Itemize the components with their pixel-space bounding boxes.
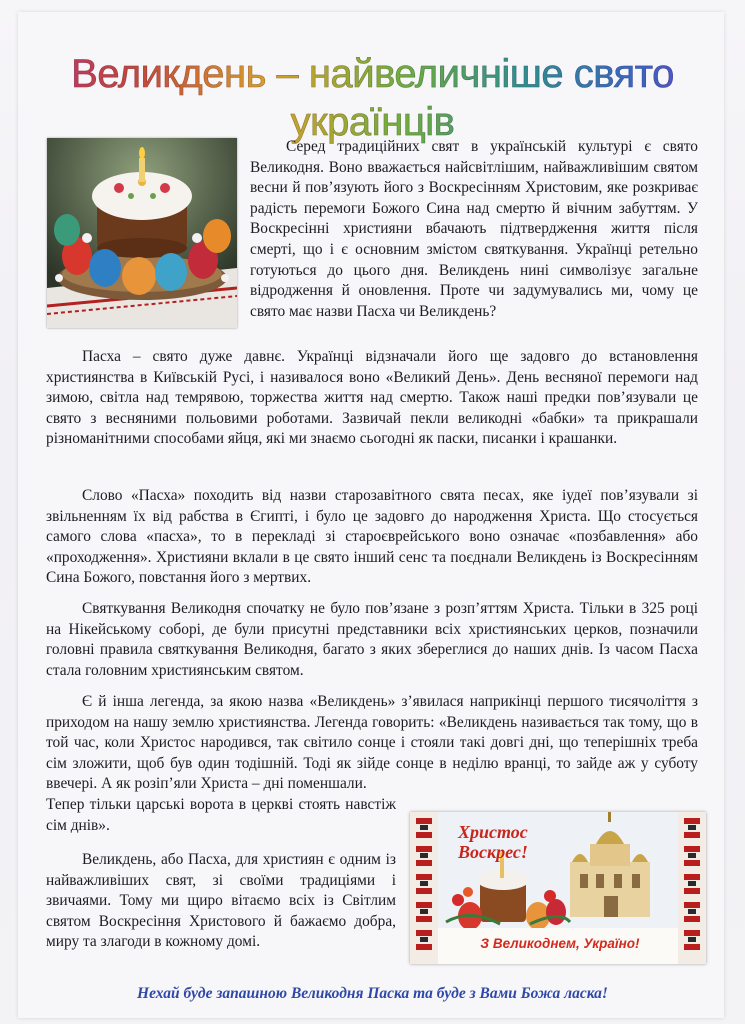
- easter-card-illustration: [410, 812, 706, 964]
- easter-basket-illustration: [47, 138, 237, 328]
- card-greeting: З Великоднем, Україно!: [480, 936, 640, 951]
- card-title: Христос Воскрес!: [458, 822, 528, 862]
- paragraph-text: Великдень, або Пасха, для християн є одним із найважливіших свят, зі своїми традиціями і звичаями. Тому ми щиро вітаємо всіх із Світлим святом Воскресіння Христового й бажаємо добра, миру та злагоди в кожному домі.: [46, 851, 396, 951]
- paragraph-text: Святкування Великодня спочатку не було пов’язане з розп’яттям Христа. Тільки в 325 році на Нікейському соборі, де були присутні представники всіх християнських церков, позначили головні правила святкування Великодня, багато з яких збереглися до наших днів. Із часом Пасха стала головним християнським святом.: [46, 600, 698, 679]
- paragraph-text: Тепер тільки царські ворота в церкві стоять навстіж сім днів».: [46, 796, 396, 834]
- page-title: Великдень – найвеличніше свято українців: [0, 50, 745, 146]
- paragraph-legend: [46, 692, 698, 795]
- paragraph-greeting: [46, 850, 396, 953]
- paragraph-intro: [250, 137, 698, 322]
- paragraph-text: Пасха – свято дуже давнє. Українці відзначали його ще задовго до встановлення християнства в Київській Русі, і називалося воно «Великий День». День весняної перемоги над зимою, світла над темрявою, торжества життя над смертю. Також наші предки пов’язували це свято з весняними польовими роботами. Зазвичай пекли великодні «бабки» та прикрашали різноманітними способами яйця, які ми знаємо сьогодні як паски, писанки і крашанки.: [46, 348, 698, 448]
- paragraph-history: [46, 347, 698, 450]
- paragraph-text: Є й інша легенда, за якою назва «Великдень» з’явилася наприкінці першого тисячоліття з приходом на нашу землю християнства. Легенда говорить: «Великдень називається так тому, що в той час, коли Христос народився, так світило сонце і стояли такі довгі дні, що теперішніх треба сім зложити, щоб був один тодішній. Тоді як зійде сонце в неділю вранці, то зайде аж у суботу ввечері. А як розіп’яли Христа – дні поменшали.: [46, 693, 698, 793]
- paragraph-legend-end: [46, 795, 396, 836]
- footer-wish: Нехай буде запашною Великодня Паска та буде з Вами Божа ласка!: [137, 985, 608, 1002]
- paragraph-text: Серед традиційних свят в українській культурі є свято Великодня. Воно вважається найсвітлішим, найважливішим святом весни й пов’язують його з Воскресінням Христовим, яке розкриває радість перемоги Божого Сина над смертю й вічним забуттям. У Воскресінні християни вбачають підтвердження життя після смерті, що і є основним змістом святкування. Українці ретельно готуються до цього дня. Великдень нині символізує загальне відродження й оновлення. Проте чи задумувались ми, чому це свято має назви Пасха чи Великдень?: [250, 138, 698, 320]
- easter-basket-svg: [47, 138, 237, 328]
- paragraph-word-origin: [46, 486, 698, 589]
- paragraph-nicaea: [46, 599, 698, 681]
- paragraph-text: Слово «Пасха» походить від назви старозавітного свята песах, яке іудеї пов’язували зі звільненням їх від рабства в Єгипті, і було це задовго до народження Христа. Що стосується самого слова «пасха», то в перекладі зі староєврейського воно означає «позбавлення» або «проходження». Християни вклали в це свято інший сенс та поєднали Великдень із Воскресінням Сина Божого, повстання його з мертвих.: [46, 487, 698, 587]
